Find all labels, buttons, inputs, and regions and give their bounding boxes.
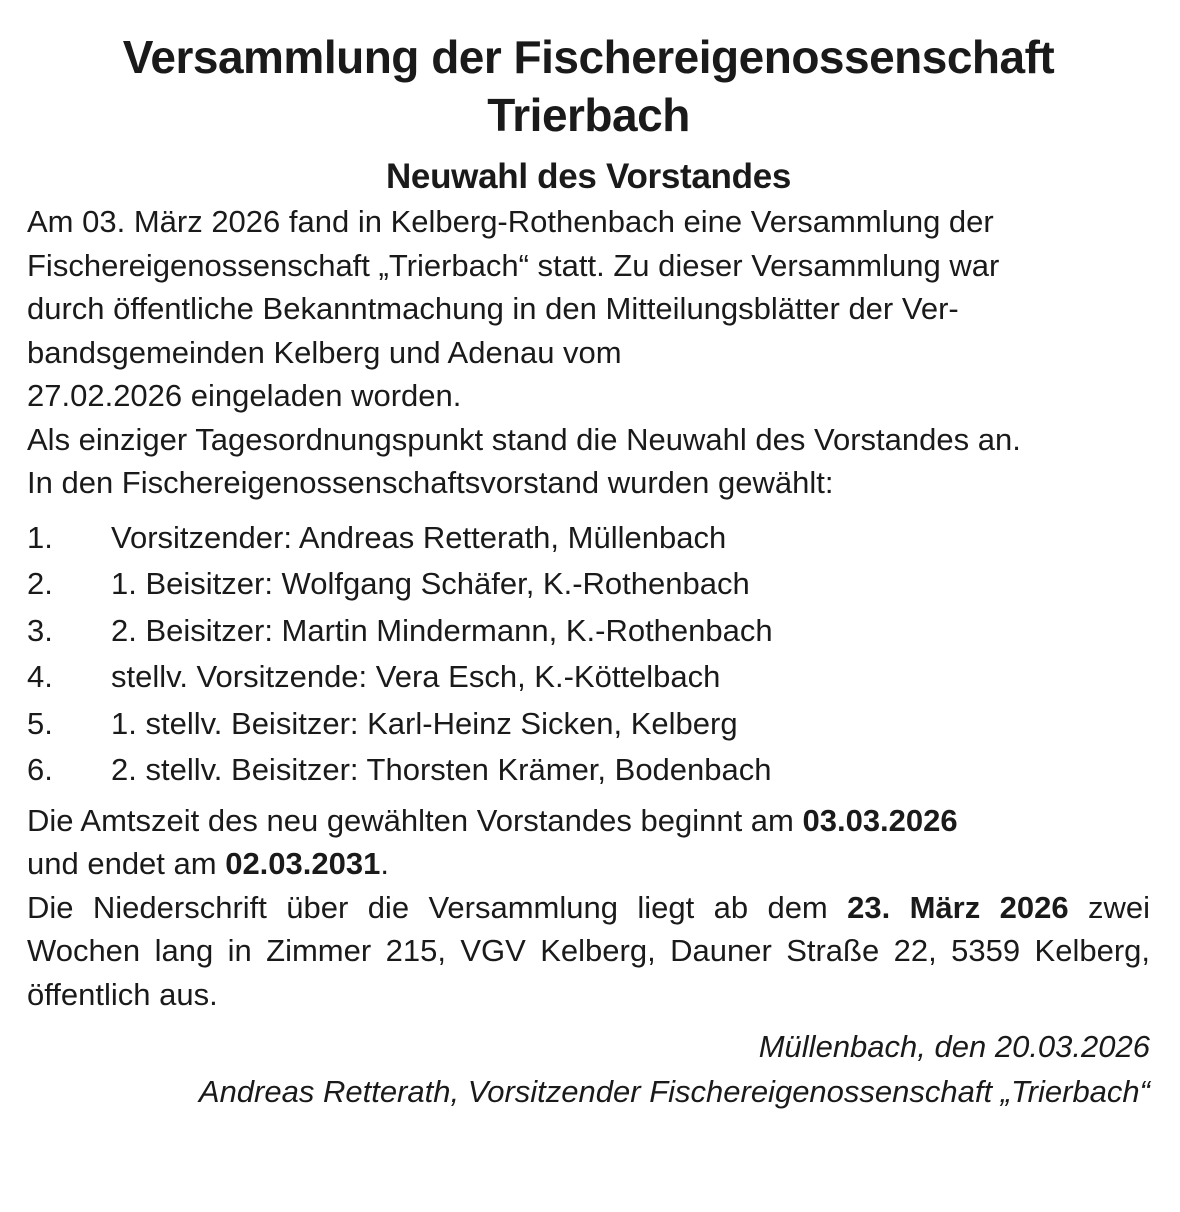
- signature-place-date: Müllenbach, den 20.03.2026: [758, 1029, 1150, 1064]
- list-item-text: stellv. Vorsitzende: Vera Esch, K.-Köttelbach: [111, 659, 721, 694]
- term-start-date: 03.03.2026: [802, 802, 958, 838]
- notice-title: [27, 28, 1150, 144]
- list-item-text: 1. Beisitzer: Wolfgang Schäfer, K.-Rothenbach: [111, 566, 750, 601]
- minutes-text-1: Die Niederschrift über die Versammlung liegt ab dem: [27, 889, 848, 925]
- term-text-2: und endet am: [27, 846, 226, 881]
- list-item-text: 1. stellv. Beisitzer: Karl-Heinz Sicken, Kelberg: [111, 705, 738, 741]
- list-item-text: Vorsitzender: Andreas Retterath, Müllenbach: [111, 519, 727, 555]
- intro-line-4: bandsgemeinden Kelberg und Adenau vom: [27, 334, 622, 370]
- list-item-text: 2. stellv. Beisitzer: Thorsten Krämer, Bodenbach: [111, 752, 772, 787]
- term-text-3: .: [380, 846, 389, 881]
- title-line-2: Trierbach: [487, 89, 690, 141]
- list-item-number: 6.: [27, 752, 53, 787]
- list-item-number: 3.: [27, 612, 53, 648]
- signature-block: [27, 1024, 1150, 1114]
- term-text-1: Die Amtszeit des neu gewählten Vorstandes beginnt am: [27, 802, 803, 838]
- list-item-number: 2.: [27, 566, 53, 601]
- list-item: [27, 701, 1150, 748]
- list-item-number: 4.: [27, 659, 53, 694]
- list-item-number: 5.: [27, 705, 53, 741]
- title-line-1: Versammlung der Fischereigenossenschaft: [122, 31, 1055, 83]
- list-item-number: 1.: [27, 519, 53, 555]
- term-paragraph: [27, 799, 1150, 886]
- list-item: [27, 654, 1150, 701]
- board-list: [27, 515, 1150, 794]
- minutes-paragraph: [27, 886, 1150, 1017]
- list-item: [27, 747, 1150, 794]
- intro-line-1: Am 03. März 2026 fand in Kelberg-Rothenbach eine Versammlung der: [27, 204, 994, 239]
- elected-intro: In den Fischereigenossenschaftsvorstand wurden gewählt:: [27, 465, 834, 500]
- minutes-text-2: zwei Wochen lang in Zimmer 215, VGV Kelberg, Dauner Straße 22, 5359 Kelberg, öffentlich aus.: [27, 889, 1150, 1012]
- signature-signer: Andreas Retterath, Vorsitzender Fischereigenossenschaft „Trierbach“: [198, 1074, 1150, 1109]
- notice-subtitle: Neuwahl des Vorstandes: [385, 157, 792, 196]
- intro-paragraph: [27, 200, 1150, 418]
- list-item: [27, 561, 1150, 608]
- intro-line-3: durch öffentliche Bekanntmachung in den Mitteilungsblätter der Ver-: [27, 291, 959, 326]
- list-item: [27, 515, 1150, 562]
- term-end-date: 02.03.2031: [225, 846, 381, 881]
- agenda-paragraph: Als einziger Tagesordnungspunkt stand die Neuwahl des Vorstandes an.: [27, 421, 1021, 457]
- minutes-date: 23. März 2026: [847, 889, 1069, 925]
- list-item: [27, 608, 1150, 655]
- intro-line-5: 27.02.2026 eingeladen worden.: [27, 378, 462, 413]
- intro-line-2: Fischereigenossenschaft „Trierbach“ statt. Zu dieser Versammlung war: [27, 247, 1000, 283]
- list-item-text: 2. Beisitzer: Martin Mindermann, K.-Rothenbach: [111, 612, 773, 648]
